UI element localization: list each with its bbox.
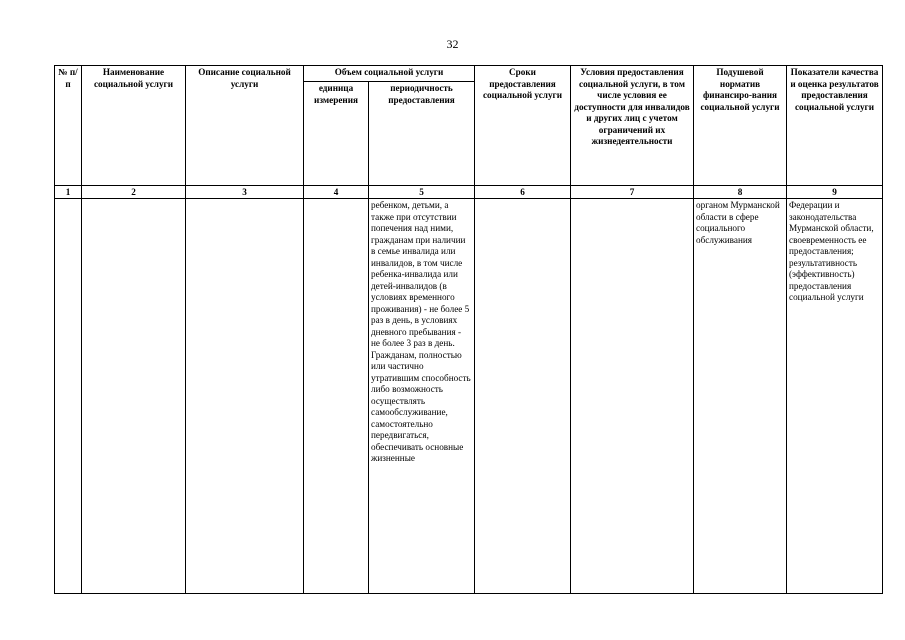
header-service-conditions: Условия предоставления социальной услуги, в том числе условия ее доступности для инвалидов и других лиц с учетом ограничений их жизнедеятельности	[571, 66, 694, 186]
column-number-4: 4	[304, 186, 369, 199]
cell-service-terms	[475, 199, 571, 594]
table-row	[55, 199, 883, 594]
header-service-name: Наименование социальной услуги	[82, 66, 186, 186]
header-number: № п/п	[55, 66, 82, 186]
cell-quality-indicators: Федерации и законодательства Мурманской области, своевременность ее предоставления; результативность (эффективность) предоставления социальной услуги	[787, 199, 883, 594]
column-number-3: 3	[186, 186, 304, 199]
column-number-5: 5	[369, 186, 475, 199]
header-financing-norm: Подушевой норматив финансиро-вания социальной услуги	[694, 66, 787, 186]
cell-unit	[304, 199, 369, 594]
header-periodicity: периодичность предоставления	[369, 82, 475, 186]
column-number-9: 9	[787, 186, 883, 199]
cell-service-conditions	[571, 199, 694, 594]
header-unit: единица измерения	[304, 82, 369, 186]
social-services-table	[54, 65, 883, 594]
header-quality-indicators: Показатели качества и оценка результатов предоставления социальной услуги	[787, 66, 883, 186]
header-service-terms: Сроки предоставления социальной услуги	[475, 66, 571, 186]
header-service-volume: Объем социальной услуги	[304, 66, 475, 82]
cell-financing-norm: органом Мурманской области в сфере социального обслуживания	[694, 199, 787, 594]
page-number: 32	[446, 37, 459, 51]
column-number-1: 1	[55, 186, 82, 199]
cell-service-description	[186, 199, 304, 594]
header-service-description: Описание социальной услуги	[186, 66, 304, 186]
column-number-7: 7	[571, 186, 694, 199]
column-number-6: 6	[475, 186, 571, 199]
cell-periodicity: ребенком, детьми, а также при отсутствии попечения над ними, гражданам при наличии в семье инвалида или инвалидов, в том числе ребенка-инвалида или детей-инвалидов (в условиях временного проживания) - не более 5 раз в день, в условиях дневного пребывания - не более 3 раз в день. Гражданам, полностью или частично утратившим способность либо возможность осуществлять самообслуживание, самостоятельно передвигаться, обеспечивать основные жизненные	[369, 199, 475, 594]
cell-number	[55, 199, 82, 594]
column-number-8: 8	[694, 186, 787, 199]
cell-service-name	[82, 199, 186, 594]
column-number-2: 2	[82, 186, 186, 199]
